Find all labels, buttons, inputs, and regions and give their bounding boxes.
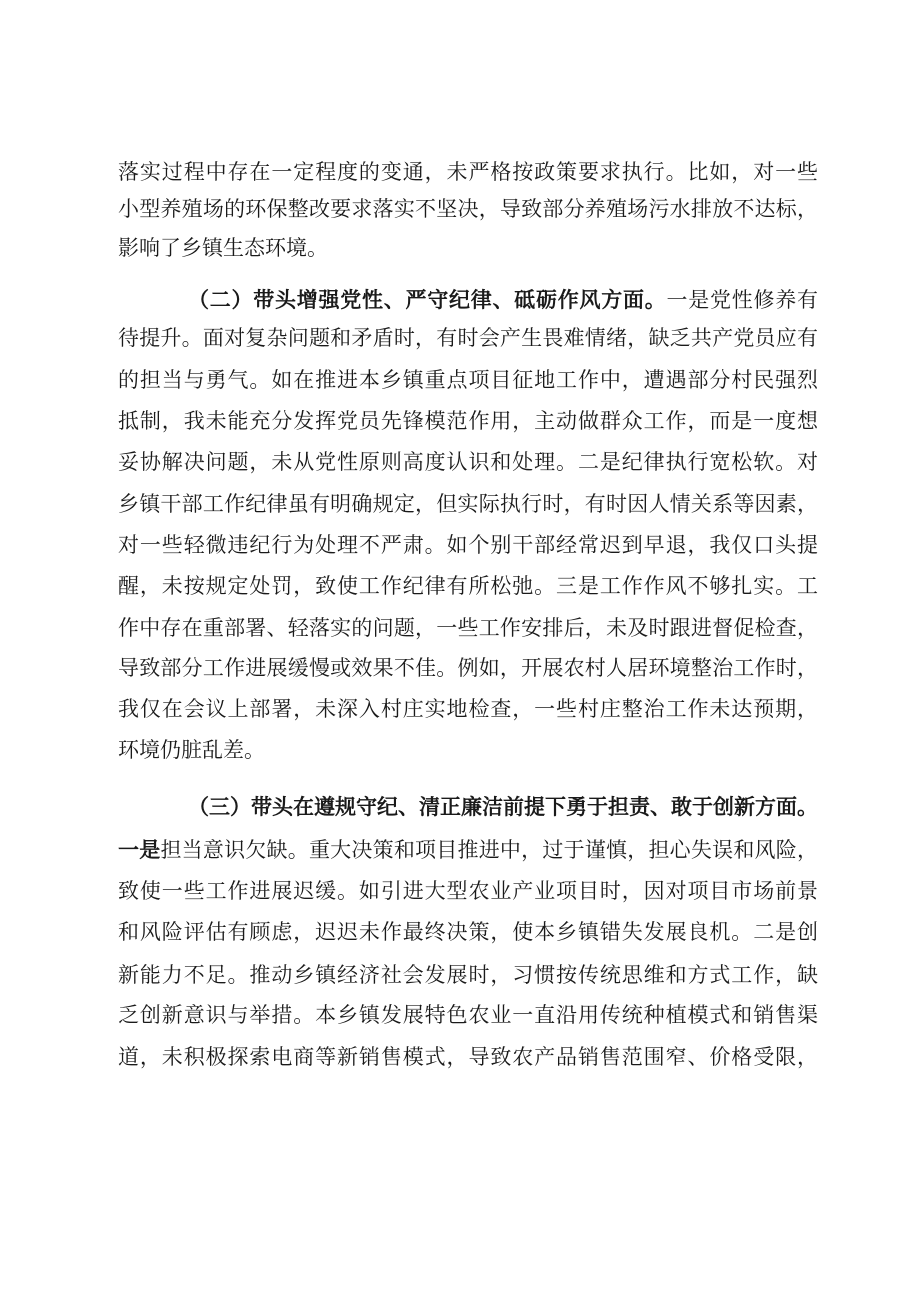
text-segment: 落实过程中存在一定程度的变通，未严格按政策要求执行。比如，对一些 [118,160,818,184]
text-segment: 的担当与勇气。如在推进本乡镇重点项目征地工作中，遭遇部分村民强烈 [118,368,818,392]
text-segment: 抵制，我未能充分发挥党员先锋模范作用，主动做群众工作，而是一度想 [118,409,818,433]
text-segment: 道，未积极探索电商等新销售模式，导致农产品销售范围窄、价格受限， [118,1045,818,1069]
text-segment: 乏创新意识与举措。本乡镇发展特色农业一直沿用传统种植模式和销售渠 [118,1003,818,1027]
text-line [118,691,818,727]
text-line [118,873,818,909]
text-segment: 对一些轻微违纪行为处理不严肃。如个别干部经常迟到早退，我仅口头提 [118,533,818,557]
text-line [118,154,818,190]
text-line [118,732,818,768]
text-segment: 致使一些工作进展迟缓。如引进大型农业产业项目时，因对项目市场前景 [118,879,818,903]
text-line [118,914,818,950]
text-line [118,568,818,604]
text-line [118,191,818,227]
text-segment: 担当意识欠缺。重大决策和项目推进中，过于谨慎，担心失误和风险， [160,838,818,862]
text-line [118,610,818,646]
text-segment: 待提升。面对复杂问题和矛盾时，有时会产生畏难情绪，缺乏共产党员应有 [118,326,818,350]
bold-text-segment: 一是 [118,837,161,862]
text-segment: 作中存在重部署、轻落实的问题，一些工作安排后，未及时跟进督促检查， [118,616,818,640]
text-segment: 环境仍脏乱差。 [118,738,265,762]
text-line [118,527,818,563]
text-line [188,282,818,318]
text-line [118,650,818,686]
bold-text-segment: （二）带头增强党性、严守纪律、砥砺作风方面。 [188,287,667,312]
text-line [118,362,818,398]
text-line [118,230,818,266]
text-segment: 我仅在会议上部署，未深入村庄实地检查，一些村庄整治工作未达预期， [118,697,818,721]
text-segment: 影响了乡镇生态环境。 [118,236,328,260]
text-line [118,403,818,439]
text-line [118,444,818,480]
text-line [118,320,818,356]
text-line [118,957,818,993]
text-line [118,832,818,868]
text-segment: 妥协解决问题，未从党性原则高度认识和处理。二是纪律执行宽松软。对 [118,450,818,474]
text-line [118,997,818,1033]
text-segment: 导致部分工作进展缓慢或效果不佳。例如，开展农村人居环境整治工作时， [118,656,818,680]
bold-text-segment: （三）带头在遵规守纪、清正廉洁前提下勇于担责、敢于创新方面。 [188,794,818,819]
text-line [118,486,818,522]
text-segment: 小型养殖场的环保整改要求落实不坚决，导致部分养殖场污水排放不达标， [118,197,818,221]
text-line [188,789,818,825]
text-segment: 乡镇干部工作纪律虽有明确规定，但实际执行时，有时因人情关系等因素， [118,492,818,516]
text-segment: 新能力不足。推动乡镇经济社会发展时，习惯按传统思维和方式工作，缺 [118,963,818,987]
text-segment: 醒，未按规定处罚，致使工作纪律有所松弛。三是工作作风不够扎实。工 [118,574,818,598]
text-line [118,1039,818,1075]
text-segment: 和风险评估有顾虑，迟迟未作最终决策，使本乡镇错失发展良机。二是创 [118,920,818,944]
text-segment: 一是党性修养有 [666,288,818,312]
